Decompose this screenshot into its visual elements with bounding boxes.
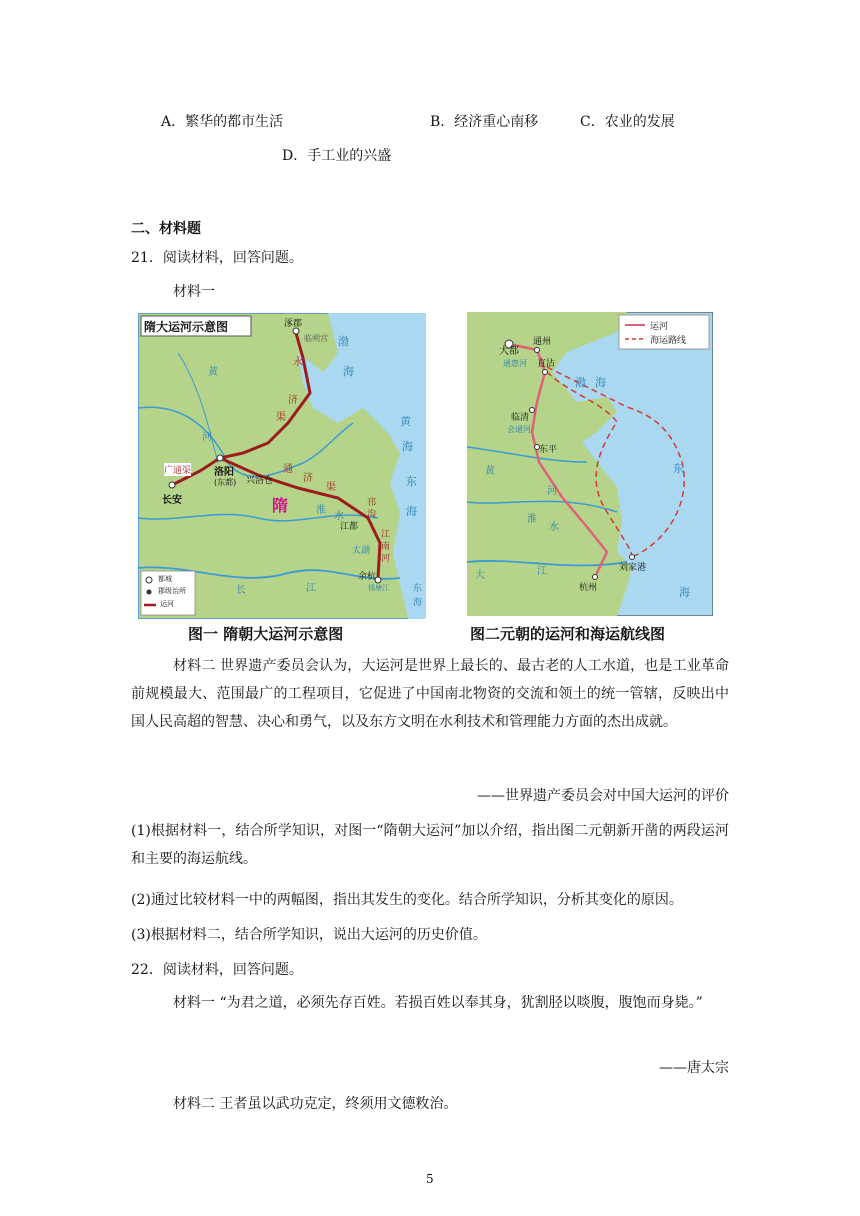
map2-label-huitong: 会通河 xyxy=(507,425,531,434)
q21-sub2: (2)通过比较材料一中的两幅图，指出其发生的变化。结合所学知识，分析其变化的原因。 xyxy=(131,892,683,908)
map1-label-dong-hai: 东 xyxy=(413,584,423,594)
map1-label-jiang-nan: 江 xyxy=(381,530,391,540)
map1-label-ji: 济 xyxy=(288,395,298,406)
map1-label-linshuo: 临朔宫 xyxy=(304,334,328,343)
map2-label-huai: 淮 xyxy=(527,514,537,525)
q21-material1-label: 材料一 xyxy=(173,284,215,300)
option-b: B．经济重心南移 xyxy=(430,114,539,130)
map1-label-hai2: 海 xyxy=(402,440,413,453)
map2-label-hangzhou: 杭州 xyxy=(579,583,598,593)
map2-label-hai1: 海 xyxy=(595,376,606,389)
map2-label-he: 河 xyxy=(547,486,557,497)
map1-label-xingluocang: 兴洛仓 xyxy=(246,476,274,486)
map1-label-gou: 沟 xyxy=(367,510,377,520)
map1-label-luoyang: 洛阳 xyxy=(214,467,234,478)
q22-source1: ——唐太宗 xyxy=(659,1060,729,1076)
option-d: D．手工业的兴盛 xyxy=(282,148,392,164)
map1-caption: 图一 隋朝大运河示意图 xyxy=(188,625,344,643)
map2-label-shui: 水 xyxy=(549,522,559,533)
q21-sub3: (3)根据材料二，结合所学知识，说出大运河的历史价值。 xyxy=(131,927,487,943)
page-number: 5 xyxy=(426,1172,434,1186)
map1-label-jiangdu: 江都 xyxy=(340,522,359,532)
map1-label-ji2: 济 xyxy=(303,473,313,484)
map1-label-chang: 长 xyxy=(236,585,246,596)
map2-label-linqing: 临清 xyxy=(511,413,530,423)
map1-label-qiantang: 钱塘江 xyxy=(368,584,389,592)
map1-label-qu2: 渠 xyxy=(326,482,336,493)
map1-legend-prefecture: 郡级治所 xyxy=(158,587,186,595)
map2-label-jiang: 江 xyxy=(537,566,547,577)
map1-label-hai3: 海 xyxy=(406,505,417,518)
map-yuan-canal xyxy=(467,312,713,616)
map2-label-hai2: 海 xyxy=(679,586,690,599)
map2-label-dong: 东 xyxy=(673,462,684,475)
map1-label-yuhang: 余杭 xyxy=(358,572,377,582)
q21-sub1: (1)根据材料一，结合所学知识，对图一“隋朝大运河”加以介绍，指出图二元朝新开凿的两段运河和主要的海运航线。 xyxy=(131,823,729,867)
map2-label-huang: 黄 xyxy=(485,466,495,477)
map1-label-zhuojun: 涿郡 xyxy=(284,319,303,329)
map2-label-da: 大 xyxy=(475,570,485,581)
q22-stem: 22．阅读材料，回答问题。 xyxy=(131,962,303,978)
map1-label-nan: 南 xyxy=(381,542,391,552)
map2-legend-canal: 运河 xyxy=(650,322,669,332)
q21-stem: 21．阅读材料，回答问题。 xyxy=(131,250,303,266)
q22-material2: 材料二 王者虽以武功克定，终须用文德敉治。 xyxy=(173,1096,458,1112)
map1-label-he2: 河 xyxy=(381,554,391,564)
map1-label-sui: 隋 xyxy=(272,496,289,515)
map2-label-tongzhou: 通州 xyxy=(533,337,552,347)
section-title: 二、材料题 xyxy=(131,221,201,237)
map1-label-qu: 渠 xyxy=(276,412,286,423)
map1-label-tong: 通 xyxy=(283,464,293,475)
map1-label-huang: 黄 xyxy=(208,367,218,378)
map2-label-zhigu: 直沽 xyxy=(537,359,556,369)
option-a: A．繁华的都市生活 xyxy=(161,114,284,130)
map1-label-jiang: 江 xyxy=(306,583,316,594)
map1-label-yong: 永 xyxy=(293,357,303,368)
map1-legend-capital: 都城 xyxy=(158,575,172,583)
q21-material2: 材料二 世界遗产委员会认为，大运河是世界上最长的、最古老的人工水道，也是工业革命前规模最大、范围最广的工程项目，它促进了中国南北物资的交流和领土的统一管辖，反映出中国人民高超的智慧、决心和勇气，以及东方文明在水利技术和管理能力方面的杰出成就。 xyxy=(131,658,729,730)
map1-label-guangtong: 广通渠 xyxy=(164,463,191,476)
map1-label-changan: 长安 xyxy=(162,495,182,506)
option-c: C．农业的发展 xyxy=(580,114,675,130)
map1-title: 隋大运河示意图 xyxy=(144,320,229,334)
map1-label-han: 邗 xyxy=(367,498,377,508)
map1-label-shui: 水 xyxy=(334,511,344,522)
map2-label-dadu: 大都 xyxy=(499,346,519,357)
q22-material1: 材料一 “为君之道，必须先存百姓。若损百姓以奉其身，犹割胫以啖腹，腹饱而身毙。” xyxy=(173,995,703,1011)
map1-label-taihu: 太湖 xyxy=(352,546,371,556)
map2-label-dongping: 东平 xyxy=(539,445,558,455)
map1-label-he: 河 xyxy=(202,432,212,443)
map1-legend-canal: 运河 xyxy=(160,600,174,608)
map1-label-huang-sea: 黄 xyxy=(400,415,411,428)
map2-caption: 图二元朝的运河和海运航线图 xyxy=(470,625,666,643)
map2-label-liujiagang: 刘家港 xyxy=(619,563,647,573)
map1-label-huai: 淮 xyxy=(316,505,326,516)
map1-label-dong: 东 xyxy=(406,475,417,488)
map2-label-tonghuihe: 通惠河 xyxy=(503,359,527,368)
map1-label-hai1: 海 xyxy=(343,365,354,378)
map1-label-hai4: 海 xyxy=(413,598,423,608)
q21-source2: ——世界遗产委员会对中国大运河的评价 xyxy=(477,788,729,804)
map-sui-canal xyxy=(138,313,426,619)
map1-label-bo: 渤 xyxy=(338,335,349,348)
map2-label-bo: 渤 xyxy=(575,376,586,389)
map2-legend-sea-route: 海运路线 xyxy=(650,336,687,346)
map1-label-dongdu: (东都) xyxy=(214,478,237,487)
